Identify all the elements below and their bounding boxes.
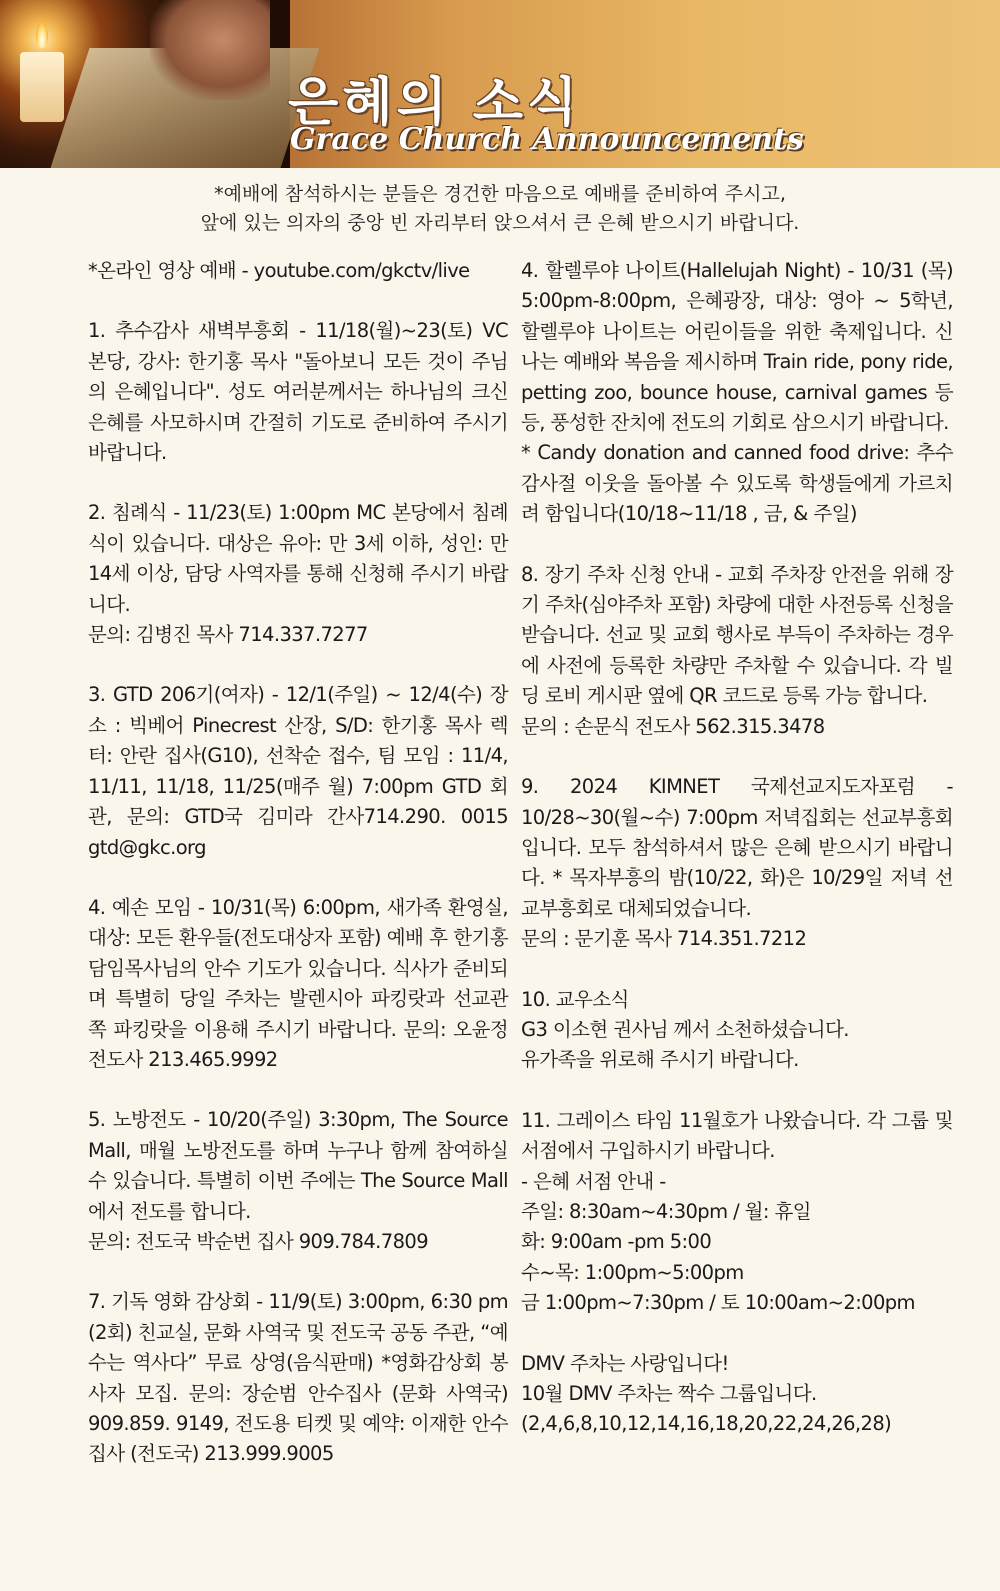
notice-line-2: 앞에 있는 의자의 중앙 빈 자리부터 앉으셔서 큰 은혜 받으시기 바랍니다. bbox=[200, 212, 800, 234]
announcement-11: 11. 그레이스 타임 11월호가 나왔습니다. 각 그룹 및 서점에서 구입하시기 바랍니다. bbox=[521, 1108, 953, 1163]
bookstore-hours-3: 수~목: 1:00pm~5:00pm bbox=[521, 1260, 744, 1284]
bookstore-hours-2: 화: 9:00am -pm 5:00 bbox=[521, 1230, 712, 1254]
announcement-8-contact: 문의 : 손문식 전도사 562.315.3478 bbox=[521, 714, 825, 738]
announcement-10-line-2: 유가족을 위로해 주시기 바랍니다. bbox=[521, 1048, 799, 1072]
bookstore-hours-4: 금 1:00pm~7:30pm / 토 10:00am~2:00pm bbox=[521, 1291, 915, 1315]
announcement-7: 7. 기독 영화 감상회 - 11/9(토) 3:00pm, 6:30 pm (2회) 친교실, 문화 사역국 및 전도국 공동 주관, “예수는 역사다” 무료 상영(음식판매) *영화감상회 봉사자 모집. 문의: 장순범 안수집사 (문화 사역국) 909.859. 9149, 전도용 티켓 및 예약: 이재한 안수집사 (전도국) 213.999.9005 bbox=[88, 1290, 508, 1466]
announcement-2: 2. 침례식 - 11/23(토) 1:00pm MC 본당에서 침례식이 있습니다. 대상은 유아: 만 3세 이하, 성인: 만 14세 이상, 담당 사역자를 통해 신청해 주시기 바랍니다. bbox=[88, 501, 508, 616]
announcement-9-contact: 문의 : 문기훈 목사 714.351.7212 bbox=[521, 927, 807, 951]
page-subtitle: Grace Church Announcements bbox=[290, 122, 804, 157]
online-worship: *온라인 영상 예배 - youtube.com/gkctv/live bbox=[88, 259, 470, 282]
announcement-1: 1. 추수감사 새벽부흥회 - 11/18(월)~23(토) VC 본당, 강사: 한기홍 목사 "돌아보니 모든 것이 주님의 은혜입니다". 성도 여러분께서는 하나님의 크신 은혜를 사모하시며 간절히 기도로 준비하여 주시기 바랍니다. bbox=[88, 319, 508, 465]
dmv-title: DMV 주차는 사랑입니다! bbox=[521, 1351, 729, 1375]
announcement-10-title: 10. 교우소식 bbox=[521, 987, 629, 1011]
left-column bbox=[88, 256, 508, 1470]
announcement-8: 8. 장기 주차 신청 안내 - 교회 주차장 안전을 위해 장기 주차(심야주차 포함) 차량에 대한 사전등록 신청을 받습니다. 선교 및 교회 행사로 부득이 주차하는 경우에 사전에 등록한 차량만 주차할 수 있습니다. 각 빌딩 로비 게시판 옆에 QR 코드로 등록 가능 합니다. bbox=[521, 562, 953, 708]
dmv-line-2: (2,4,6,8,10,12,14,16,18,20,22,24,26,28) bbox=[521, 1412, 892, 1436]
candle-icon bbox=[20, 52, 64, 122]
bookstore-hours-1: 주일: 8:30am~4:30pm / 월: 휴일 bbox=[521, 1199, 811, 1223]
notice-line-1: *예배에 참석하시는 분들은 경건한 마음으로 예배를 준비하여 주시고, bbox=[214, 183, 786, 205]
right-column bbox=[521, 256, 953, 1440]
bookstore-title: - 은혜 서점 안내 - bbox=[521, 1169, 666, 1193]
candle-bible-photo bbox=[0, 0, 290, 168]
announcement-10-line-1: G3 이소현 권사님 께서 소천하셨습니다. bbox=[521, 1017, 849, 1041]
dmv-line-1: 10월 DMV 주차는 짝수 그룹입니다. bbox=[521, 1382, 817, 1405]
announcement-hallelujah-night: 4. 할렐루야 나이트(Hallelujah Night) - 10/31 (목) 5:00pm-8:00pm, 은혜광장, 대상: 영아 ~ 5학년, 할렐루야 나이트는 어린이들을 위한 축제입니다. 신나는 예배와 복음을 제시하며 Train ride, pony ride, petting zoo, bounce house, carnival games 등등, 풍성한 잔치에 전도의 기회로 삼으시기 바랍니다. bbox=[521, 259, 953, 435]
announcement-4: 4. 예손 모임 - 10/31(목) 6:00pm, 새가족 환영실, 대상: 모든 환우들(전도대상자 포함) 예배 후 한기홍 담임목사님의 안수 기도가 있습니다. 식사가 준비되며 특별히 당일 주차는 발렌시아 파킹랏과 선교관 쪽 파킹랏을 이용해 주시기 바랍니다. 문의: 오윤정 전도사 213.465.9992 bbox=[88, 895, 508, 1071]
praying-hands-image bbox=[150, 0, 270, 100]
announcement-2-contact: 문의: 김병진 목사 714.337.7277 bbox=[88, 623, 368, 647]
worship-notice bbox=[0, 180, 1000, 238]
candy-drive-note: * Candy donation and canned food drive: 추수감사절 이웃을 돌아볼 수 있도록 학생들에게 가르치려 함입니다(10/18~11/18 , 금, & 주일) bbox=[521, 441, 953, 526]
flame-icon bbox=[36, 22, 48, 48]
header-banner bbox=[0, 0, 1000, 168]
announcement-5-contact: 문의: 전도국 박순번 집사 909.784.7809 bbox=[88, 1229, 428, 1253]
announcement-3: 3. GTD 206기(여자) - 12/1(주일) ~ 12/4(수) 장소 : 빅베어 Pinecrest 산장, S/D: 한기홍 목사 렉터: 안란 집사(G10), 선착순 접수, 팀 모임 : 11/4, 11/11, 11/18, 11/25(매주 월) 7:00pm GTD 회관, 문의: GTD국 김미라 간사714.290. 0015 gtd@gkc.org bbox=[88, 683, 508, 859]
announcement-9: 9. 2024 KIMNET 국제선교지도자포럼 - 10/28~30(월~수) 7:00pm 저녁집회는 선교부흥회입니다. 모두 참석하셔서 많은 은혜 받으시기 바랍니다. * 목자부흥의 밤(10/22, 화)은 10/29일 저녁 선교부흥회로 대체되었습니다. bbox=[521, 775, 953, 920]
page-title: 은혜의 소식 bbox=[288, 73, 582, 133]
announcement-5: 5. 노방전도 - 10/20(주일) 3:30pm, The Source Mall, 매월 노방전도를 하며 누구나 함께 참여하실 수 있습니다. 특별히 이번 주에는 The Source Mall 에서 전도를 합니다. bbox=[88, 1108, 508, 1223]
